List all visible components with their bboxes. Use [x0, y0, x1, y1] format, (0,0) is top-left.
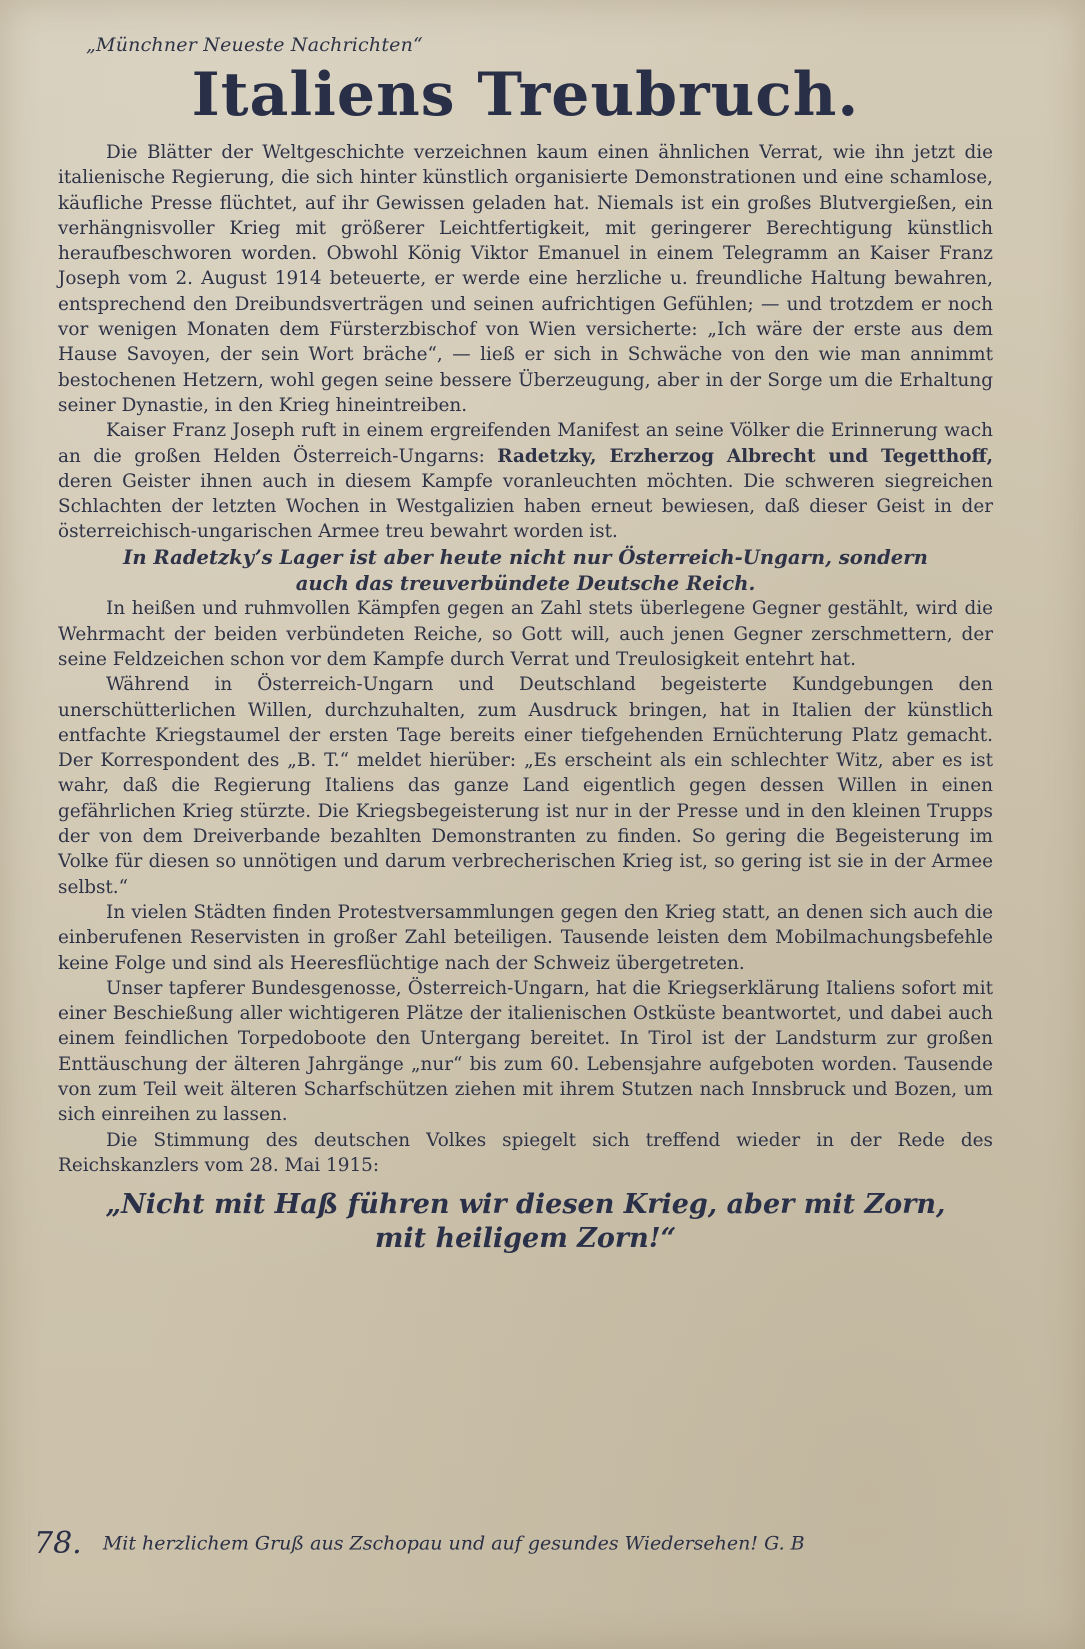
paragraph-5: Während in Österreich-Ungarn und Deutschland begeisterte Kundgebungen den unerschütterlichen Willen, durchzuhalten, zum Ausdruck bringen, hat in Italien der künstlich entfachte Kriegstaumel der ersten Tage bereits einer tiefgehenden Ernüchterung Platz gemacht. Der Korrespondent des „B. T.“ meldet hierüber: „Es erscheint als ein schlechter Witz, aber es ist wahr, daß die Regierung Italiens das ganze Land eigentlich gegen dessen Willen in einen gefährlichen Krieg stürzte. Die Kriegsbegeisterung ist nur in der Presse und in den kleinen Trupps der von dem Dreiverbande bezahlten Demonstranten zu finden. So gering die Begeisterung im Volke für diesen so unnötigen und darum verbrecherischen Krieg ist, so gering ist sie in der Armee selbst.“: [58, 674, 993, 898]
headline: Italiens Treubruch.: [191, 60, 860, 130]
paragraph-7: Unser tapferer Bundesgenosse, Österreich-Ungarn, hat die Kriegserklärung Italiens sofort mit einer Beschießung aller wichtigeren Plätze der italienischen Ostküste beantwortet, und dabei auch einem feindlichen Torpedoboote den Untergang bereitet. In Tirol ist der Landsturm zur großen Enttäuschung der älteren Jahrgänge „nur“ bis zum 60. Lebensjahre aufgeboten worden. Tausende von zum Teil weit älteren Scharfschützen ziehen mit ihrem Stutzen nach Innsbruck und Bozen, um sich einreihen zu lassen.: [58, 977, 993, 1126]
quote-line-2: mit heiligem Zorn!“: [374, 1223, 677, 1255]
article: [58, 28, 993, 1256]
newspaper-source: „Münchner Neueste Nachrichten“: [86, 34, 423, 56]
handwritten-footer: [34, 1526, 994, 1561]
paragraph-2-start: Kaiser Franz Joseph ruft in einem ergreifenden Manifest an seine Völker die Erinnerung wach an die großen Helden Österreich-Ungarns:: [58, 420, 993, 467]
paragraph-8: Die Stimmung des deutschen Volkes spiegelt sich treffend wieder in der Rede des Reichskanzlers vom 28. Mai 1915:: [58, 1129, 993, 1176]
paragraph-2-end: deren Geister ihnen auch in diesem Kampfe voranleuchten möchten. Die schweren siegreichen Schlachten der letzten Wochen in Westgalizien haben erneut bewiesen, daß dieser Geist in der österreichisch-ungarischen Armee treu bewahrt worden ist.: [58, 470, 993, 543]
paragraph-2-names: Radetzky, Erzherzog Albrecht und Tegetthoff,: [497, 445, 993, 467]
chancellor-quote: [58, 1188, 993, 1256]
paragraph-3-emphasis: In Radetzky’s Lager ist aber heute nicht nur Österreich-Ungarn, sondern auch das treuverbündete Deutsche Reich.: [123, 545, 928, 595]
paragraph-6: In vielen Städten finden Protestversammlungen gegen den Krieg statt, an denen sich auch die einberufenen Reservisten in großer Zahl beteiligen. Tausende leisten dem Mobilmachungsbefehle keine Folge und sind als Heeresflüchtige nach der Schweiz übergetreten.: [58, 901, 993, 974]
greeting-line: Mit herzlichem Gruß aus Zschopau und auf gesundes Wiedersehen! G. B: [102, 1532, 805, 1555]
quote-line-1: „Nicht mit Haß führen wir diesen Krieg, aber mit Zorn,: [105, 1189, 946, 1221]
card-number: 78.: [34, 1526, 82, 1561]
paragraph-1: Die Blätter der Weltgeschichte verzeichnen kaum einen ähnlichen Verrat, wie ihn jetzt die italienische Regierung, die sich hinter künstlich organisierte Demonstrationen und eine schamlose, käufliche Presse flüchtet, auf ihr Gewissen geladen hat. Niemals ist ein großes Blutvergießen, ein verhängnisvoller Krieg mit größerer Leichtfertigkeit, mit geringerer Berechtigung künstlich heraufbeschworen worden. Obwohl König Viktor Emanuel in einem Telegramm an Kaiser Franz Joseph vom 2. August 1914 beteuerte, er werde eine herzliche u. freundliche Haltung bewahren, entsprechend den Dreibundsverträgen und seinen aufrichtigen Gefühlen; — und trotzdem er noch vor wenigen Monaten dem Fürsterzbischof von Wien versicherte: „Ich wäre der erste aus dem Hause Savoyen, der sein Wort bräche“, — ließ er sich in Schwäche von den wie man annimmt bestochenen Hetzern, wohl gegen seine bessere Überzeugung, aber in der Sorge um die Erhaltung seiner Dynastie, in den Krieg hineintreiben.: [58, 142, 993, 416]
paragraph-2: [58, 418, 993, 544]
paragraph-4: In heißen und ruhmvollen Kämpfen gegen an Zahl stets überlegene Gegner gestählt, wird die Wehrmacht der beiden verbündeten Reiche, so Gott will, auch jenen Gegner zerschmettern, der seine Feldzeichen schon vor dem Kampfe durch Verrat und Treulosigkeit entehrt hat.: [58, 598, 993, 670]
article-body: [58, 140, 993, 1178]
